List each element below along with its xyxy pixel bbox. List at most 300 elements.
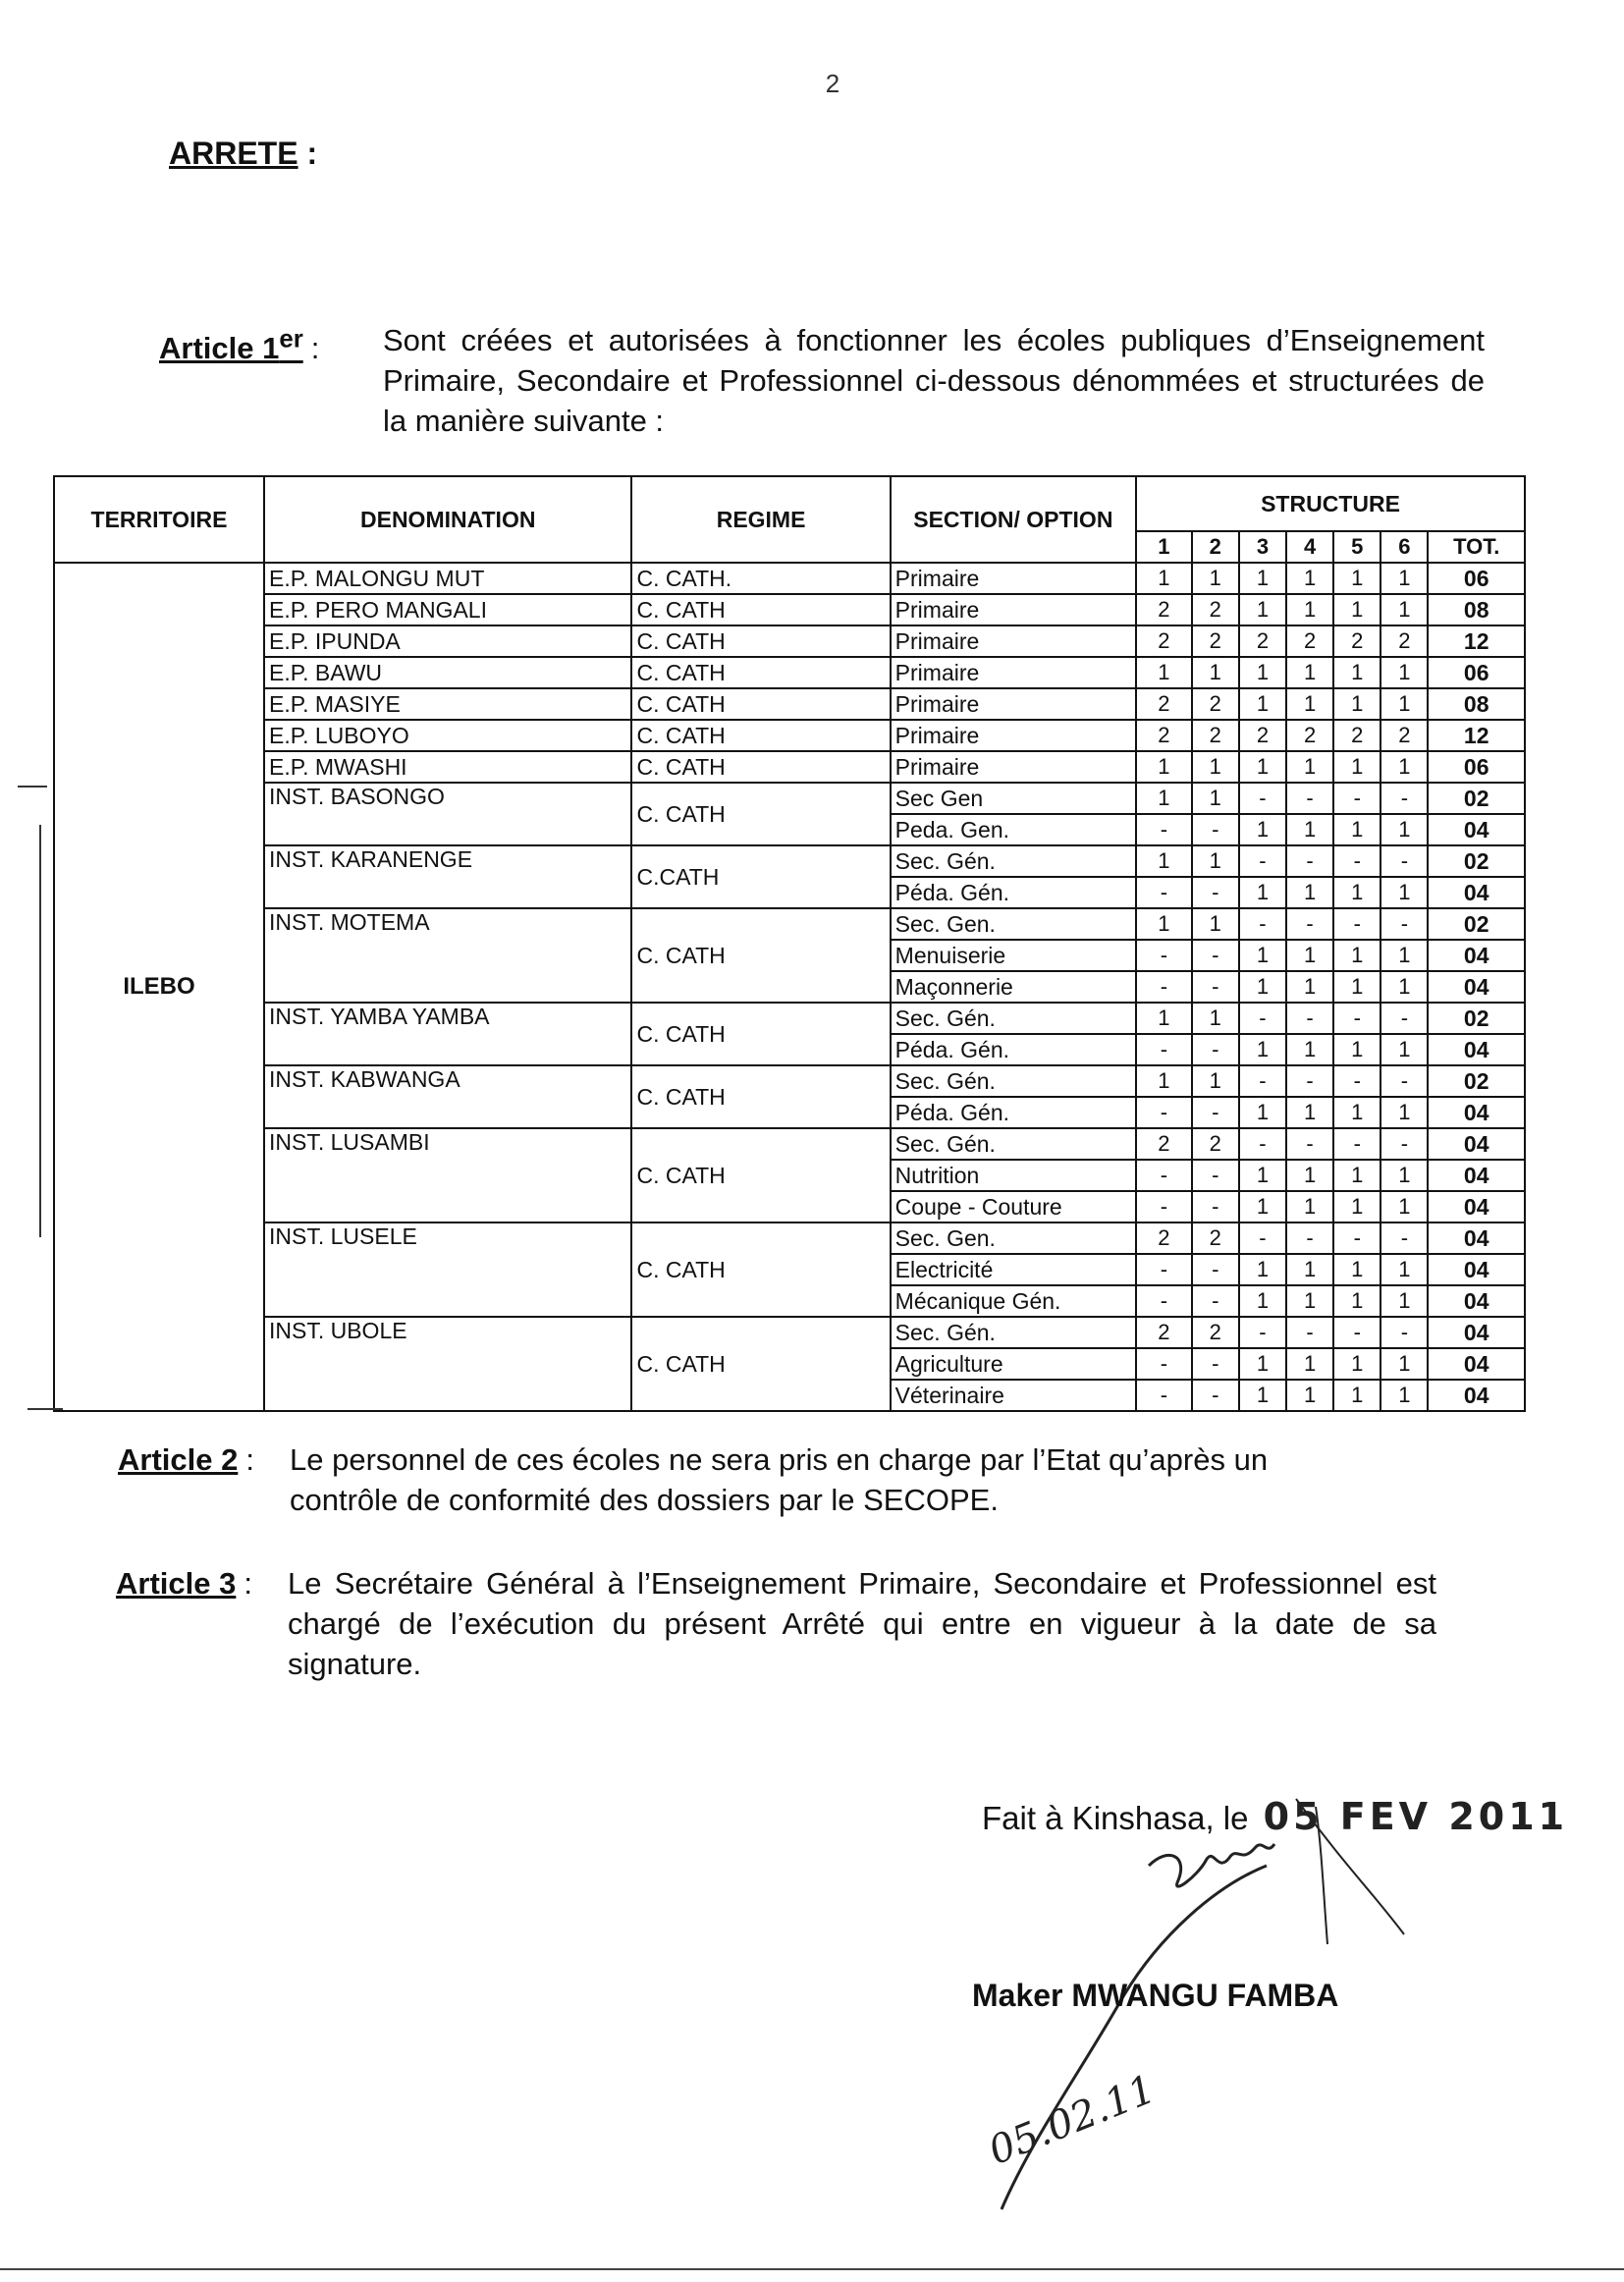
section-option: Mécanique Gén. <box>891 1285 1136 1317</box>
structure-year-4: 1 <box>1286 1285 1333 1317</box>
structure-year-5: - <box>1333 1128 1380 1160</box>
structure-year-1: 2 <box>1136 594 1192 625</box>
structure-year-5: 1 <box>1333 594 1380 625</box>
article-2-label: Article 2 <box>118 1442 239 1477</box>
structure-year-5: 1 <box>1333 1348 1380 1380</box>
structure-year-5: - <box>1333 908 1380 940</box>
school-regime: C. CATH <box>631 1317 890 1411</box>
structure-year-1: 1 <box>1136 751 1192 783</box>
header-regime: REGIME <box>631 476 890 563</box>
structure-year-3: 2 <box>1239 720 1286 751</box>
section-option: Sec. Gén. <box>891 1317 1136 1348</box>
structure-year-4: - <box>1286 1128 1333 1160</box>
school-name: E.P. BAWU <box>264 657 631 688</box>
table-row <box>54 594 1525 625</box>
schools-structure-table <box>53 475 1526 1412</box>
structure-year-3: 1 <box>1239 1191 1286 1222</box>
structure-year-4: 2 <box>1286 625 1333 657</box>
page-number: 2 <box>825 69 840 98</box>
header-denomination: DENOMINATION <box>264 476 631 563</box>
structure-year-1: - <box>1136 1160 1192 1191</box>
structure-year-2: - <box>1192 1380 1239 1411</box>
structure-year-1: 1 <box>1136 1003 1192 1034</box>
structure-year-2: 1 <box>1192 751 1239 783</box>
section-option: Maçonnerie <box>891 971 1136 1003</box>
table-row <box>54 688 1525 720</box>
section-option: Péda. Gén. <box>891 1097 1136 1128</box>
structure-year-2: 2 <box>1192 625 1239 657</box>
structure-year-6: 1 <box>1380 751 1428 783</box>
header-col-5: 5 <box>1333 531 1380 563</box>
school-name: E.P. MWASHI <box>264 751 631 783</box>
structure-total: 02 <box>1428 1065 1525 1097</box>
structure-total: 04 <box>1428 1317 1525 1348</box>
header-col-6: 6 <box>1380 531 1428 563</box>
section-option: Primaire <box>891 594 1136 625</box>
structure-year-3: - <box>1239 1065 1286 1097</box>
schools-table-body <box>54 563 1525 1411</box>
structure-year-1: - <box>1136 1191 1192 1222</box>
school-regime: C. CATH <box>631 908 890 1003</box>
structure-year-1: - <box>1136 877 1192 908</box>
structure-year-1: - <box>1136 1254 1192 1285</box>
structure-total: 04 <box>1428 940 1525 971</box>
structure-year-3: - <box>1239 908 1286 940</box>
structure-year-4: - <box>1286 845 1333 877</box>
structure-year-3: - <box>1239 783 1286 814</box>
header-section-option: SECTION/ OPTION <box>891 476 1136 563</box>
school-name: E.P. LUBOYO <box>264 720 631 751</box>
structure-year-3: 1 <box>1239 877 1286 908</box>
structure-year-2: - <box>1192 1160 1239 1191</box>
header-col-1: 1 <box>1136 531 1192 563</box>
section-option: Sec. Gén. <box>891 1128 1136 1160</box>
school-regime: C. CATH <box>631 688 890 720</box>
section-option: Peda. Gen. <box>891 814 1136 845</box>
article-3-heading <box>116 1563 260 1603</box>
article-3-colon: : <box>244 1566 252 1601</box>
structure-year-2: 1 <box>1192 1065 1239 1097</box>
structure-year-1: 2 <box>1136 1317 1192 1348</box>
structure-year-5: - <box>1333 1317 1380 1348</box>
structure-year-3: - <box>1239 1317 1286 1348</box>
structure-total: 04 <box>1428 1348 1525 1380</box>
structure-year-3: 1 <box>1239 594 1286 625</box>
structure-year-6: 2 <box>1380 720 1428 751</box>
structure-year-6: 2 <box>1380 625 1428 657</box>
structure-year-4: 1 <box>1286 1160 1333 1191</box>
structure-total: 02 <box>1428 908 1525 940</box>
section-option: Primaire <box>891 625 1136 657</box>
structure-total: 04 <box>1428 877 1525 908</box>
table-row <box>54 751 1525 783</box>
structure-year-6: 1 <box>1380 1191 1428 1222</box>
structure-total: 08 <box>1428 688 1525 720</box>
structure-year-6: - <box>1380 908 1428 940</box>
structure-year-2: - <box>1192 1348 1239 1380</box>
structure-year-3: 1 <box>1239 563 1286 594</box>
table-row <box>54 657 1525 688</box>
header-col-2: 2 <box>1192 531 1239 563</box>
structure-year-2: - <box>1192 1254 1239 1285</box>
structure-year-4: - <box>1286 1317 1333 1348</box>
table-row <box>54 1065 1525 1097</box>
school-regime: C. CATH <box>631 1128 890 1222</box>
structure-total: 02 <box>1428 783 1525 814</box>
structure-year-4: - <box>1286 1065 1333 1097</box>
structure-total: 04 <box>1428 1191 1525 1222</box>
header-col-3: 3 <box>1239 531 1286 563</box>
structure-year-5: 1 <box>1333 1380 1380 1411</box>
structure-year-5: 1 <box>1333 1285 1380 1317</box>
structure-year-5: 1 <box>1333 1191 1380 1222</box>
school-regime: C. CATH <box>631 1003 890 1065</box>
structure-year-4: 1 <box>1286 1254 1333 1285</box>
school-regime: C. CATH <box>631 594 890 625</box>
header-territoire: TERRITOIRE <box>54 476 264 563</box>
structure-year-6: 1 <box>1380 971 1428 1003</box>
school-name: E.P. IPUNDA <box>264 625 631 657</box>
structure-year-4: 1 <box>1286 688 1333 720</box>
section-option: Electricité <box>891 1254 1136 1285</box>
section-option: Péda. Gén. <box>891 877 1136 908</box>
signature-mark <box>943 1787 1453 2278</box>
structure-year-5: 1 <box>1333 657 1380 688</box>
section-option: Coupe - Couture <box>891 1191 1136 1222</box>
structure-year-2: - <box>1192 1191 1239 1222</box>
section-option: Sec. Gén. <box>891 1065 1136 1097</box>
structure-year-3: 1 <box>1239 1034 1286 1065</box>
table-row <box>54 1128 1525 1160</box>
table-row <box>54 908 1525 940</box>
structure-year-4: 1 <box>1286 1097 1333 1128</box>
school-regime: C. CATH <box>631 1222 890 1317</box>
structure-year-6: 1 <box>1380 814 1428 845</box>
article-3-label: Article 3 <box>116 1566 237 1601</box>
structure-year-5: - <box>1333 1003 1380 1034</box>
table-row <box>54 1317 1525 1348</box>
signatory-name: Maker MWANGU FAMBA <box>972 1978 1339 2013</box>
structure-year-1: 2 <box>1136 1128 1192 1160</box>
structure-year-6: 1 <box>1380 1254 1428 1285</box>
school-name: E.P. MASIYE <box>264 688 631 720</box>
school-regime: C.CATH <box>631 845 890 908</box>
structure-year-3: 1 <box>1239 657 1286 688</box>
structure-year-4: 1 <box>1286 657 1333 688</box>
structure-year-1: 1 <box>1136 908 1192 940</box>
structure-year-2: 2 <box>1192 594 1239 625</box>
section-option: Sec Gen <box>891 783 1136 814</box>
structure-year-5: 1 <box>1333 1097 1380 1128</box>
section-option: Nutrition <box>891 1160 1136 1191</box>
section-option: Primaire <box>891 751 1136 783</box>
structure-year-5: 1 <box>1333 1254 1380 1285</box>
school-name: INST. UBOLE <box>264 1317 631 1411</box>
article-1-label-text: Article 1 <box>159 331 280 366</box>
structure-year-2: - <box>1192 1097 1239 1128</box>
decree-heading-text: ARRETE <box>169 136 298 171</box>
structure-year-6: - <box>1380 1003 1428 1034</box>
structure-year-6: - <box>1380 1128 1428 1160</box>
structure-year-5: 1 <box>1333 1034 1380 1065</box>
section-option: Menuiserie <box>891 940 1136 971</box>
structure-year-6: - <box>1380 1065 1428 1097</box>
structure-year-5: - <box>1333 783 1380 814</box>
structure-year-2: 2 <box>1192 720 1239 751</box>
structure-year-1: 2 <box>1136 720 1192 751</box>
structure-total: 12 <box>1428 720 1525 751</box>
school-name: INST. YAMBA YAMBA <box>264 1003 631 1065</box>
structure-year-6: 1 <box>1380 1285 1428 1317</box>
structure-year-5: - <box>1333 1065 1380 1097</box>
structure-year-2: 1 <box>1192 563 1239 594</box>
structure-year-4: - <box>1286 1003 1333 1034</box>
school-name: INST. BASONGO <box>264 783 631 845</box>
structure-year-3: - <box>1239 1222 1286 1254</box>
section-option: Sec. Gen. <box>891 1222 1136 1254</box>
margin-mark-top <box>18 786 47 788</box>
school-regime: C. CATH <box>631 751 890 783</box>
structure-year-3: 1 <box>1239 1254 1286 1285</box>
structure-total: 04 <box>1428 971 1525 1003</box>
closing-place: Fait à Kinshasa, le <box>982 1800 1249 1836</box>
structure-year-3: 1 <box>1239 1097 1286 1128</box>
section-option: Sec. Gen. <box>891 908 1136 940</box>
date-stamp: 05 FEV 2011 <box>1263 1795 1569 1838</box>
school-name: INST. KARANENGE <box>264 845 631 908</box>
structure-year-1: - <box>1136 814 1192 845</box>
structure-year-3: 1 <box>1239 971 1286 1003</box>
section-option: Primaire <box>891 563 1136 594</box>
structure-total: 12 <box>1428 625 1525 657</box>
structure-year-5: - <box>1333 1222 1380 1254</box>
structure-year-2: - <box>1192 971 1239 1003</box>
structure-year-2: - <box>1192 1034 1239 1065</box>
structure-year-5: 2 <box>1333 625 1380 657</box>
header-structure: STRUCTURE <box>1136 476 1525 531</box>
territory-cell: ILEBO <box>54 563 264 1411</box>
school-regime: C. CATH <box>631 1065 890 1128</box>
structure-year-5: 1 <box>1333 1160 1380 1191</box>
structure-year-6: 1 <box>1380 1034 1428 1065</box>
structure-year-1: - <box>1136 1285 1192 1317</box>
structure-year-5: - <box>1333 845 1380 877</box>
structure-year-1: 1 <box>1136 657 1192 688</box>
table-row <box>54 625 1525 657</box>
school-name: E.P. PERO MANGALI <box>264 594 631 625</box>
section-option: Primaire <box>891 688 1136 720</box>
structure-year-2: 1 <box>1192 657 1239 688</box>
structure-year-5: 1 <box>1333 751 1380 783</box>
section-option: Agriculture <box>891 1348 1136 1380</box>
structure-year-2: - <box>1192 814 1239 845</box>
structure-year-3: 1 <box>1239 1285 1286 1317</box>
structure-year-4: 1 <box>1286 594 1333 625</box>
school-regime: C. CATH <box>631 720 890 751</box>
structure-total: 04 <box>1428 1034 1525 1065</box>
structure-year-2: 2 <box>1192 1317 1239 1348</box>
structure-year-2: - <box>1192 940 1239 971</box>
structure-year-4: 1 <box>1286 1348 1333 1380</box>
table-row <box>54 720 1525 751</box>
structure-year-6: 1 <box>1380 657 1428 688</box>
article-1-heading <box>159 320 327 368</box>
structure-year-1: 1 <box>1136 563 1192 594</box>
decree-heading-colon: : <box>298 136 318 171</box>
structure-total: 04 <box>1428 1380 1525 1411</box>
structure-year-2: 1 <box>1192 1003 1239 1034</box>
table-row <box>54 1222 1525 1254</box>
structure-year-5: 1 <box>1333 940 1380 971</box>
structure-year-1: - <box>1136 1348 1192 1380</box>
school-regime: C. CATH <box>631 657 890 688</box>
structure-year-3: - <box>1239 1128 1286 1160</box>
article-2-body: Le personnel de ces écoles ne sera pris en charge par l’Etat qu’après un contrôle de conformité des dossiers par le SECOPE. <box>290 1442 1269 1517</box>
school-regime: C. CATH. <box>631 563 890 594</box>
structure-year-6: 1 <box>1380 940 1428 971</box>
structure-year-1: - <box>1136 940 1192 971</box>
margin-mark-bottom <box>27 1408 63 1410</box>
structure-year-2: 1 <box>1192 845 1239 877</box>
structure-year-6: 1 <box>1380 1380 1428 1411</box>
structure-year-3: - <box>1239 1003 1286 1034</box>
article-1-label-sup: er <box>279 326 303 353</box>
article-1-label <box>159 326 303 366</box>
structure-total: 02 <box>1428 845 1525 877</box>
structure-year-2: - <box>1192 1285 1239 1317</box>
structure-year-4: 1 <box>1286 877 1333 908</box>
decree-heading <box>169 136 317 172</box>
structure-total: 04 <box>1428 1254 1525 1285</box>
structure-year-2: 2 <box>1192 1128 1239 1160</box>
structure-total: 06 <box>1428 657 1525 688</box>
article-2-colon: : <box>245 1442 254 1477</box>
structure-year-6: - <box>1380 1222 1428 1254</box>
article-1-body: Sont créées et autorisées à fonctionner les écoles publiques d’Enseignement Primaire, Secondaire et Professionnel ci-dessous dénommées et structurées de la manière suivante : <box>383 323 1485 438</box>
structure-total: 08 <box>1428 594 1525 625</box>
section-option: Sec. Gén. <box>891 845 1136 877</box>
structure-year-1: 2 <box>1136 688 1192 720</box>
structure-total: 04 <box>1428 814 1525 845</box>
structure-year-2: 2 <box>1192 1222 1239 1254</box>
structure-total: 04 <box>1428 1097 1525 1128</box>
structure-total: 04 <box>1428 1285 1525 1317</box>
structure-total: 04 <box>1428 1222 1525 1254</box>
structure-year-6: 1 <box>1380 563 1428 594</box>
structure-year-4: 1 <box>1286 1191 1333 1222</box>
structure-year-2: 1 <box>1192 783 1239 814</box>
structure-year-2: - <box>1192 877 1239 908</box>
handwritten-date: 05.02.11 <box>982 2066 1163 2174</box>
structure-year-3: 1 <box>1239 940 1286 971</box>
table-row <box>54 845 1525 877</box>
structure-year-1: 1 <box>1136 783 1192 814</box>
section-option: Primaire <box>891 720 1136 751</box>
structure-year-2: 1 <box>1192 908 1239 940</box>
structure-year-4: - <box>1286 783 1333 814</box>
section-option: Primaire <box>891 657 1136 688</box>
structure-total: 04 <box>1428 1128 1525 1160</box>
structure-year-2: 2 <box>1192 688 1239 720</box>
structure-year-5: 1 <box>1333 563 1380 594</box>
structure-year-6: - <box>1380 1317 1428 1348</box>
structure-year-1: - <box>1136 971 1192 1003</box>
article-1-colon: : <box>310 331 320 366</box>
structure-year-4: 1 <box>1286 1034 1333 1065</box>
structure-year-6: 1 <box>1380 1348 1428 1380</box>
structure-year-1: - <box>1136 1380 1192 1411</box>
structure-year-6: 1 <box>1380 877 1428 908</box>
structure-year-4: 1 <box>1286 563 1333 594</box>
structure-year-3: - <box>1239 845 1286 877</box>
school-name: INST. KABWANGA <box>264 1065 631 1128</box>
structure-year-1: 1 <box>1136 845 1192 877</box>
structure-year-6: - <box>1380 845 1428 877</box>
structure-year-5: 1 <box>1333 814 1380 845</box>
structure-year-4: 1 <box>1286 940 1333 971</box>
structure-year-4: 1 <box>1286 971 1333 1003</box>
school-name: INST. MOTEMA <box>264 908 631 1003</box>
structure-year-1: 1 <box>1136 1065 1192 1097</box>
structure-year-1: 2 <box>1136 625 1192 657</box>
structure-year-4: 1 <box>1286 1380 1333 1411</box>
structure-year-3: 2 <box>1239 625 1286 657</box>
margin-mark-vertical <box>39 825 41 1237</box>
school-regime: C. CATH <box>631 783 890 845</box>
table-row <box>54 563 1525 594</box>
structure-year-6: 1 <box>1380 594 1428 625</box>
structure-year-6: 1 <box>1380 1097 1428 1128</box>
structure-year-1: 2 <box>1136 1222 1192 1254</box>
structure-year-5: 1 <box>1333 877 1380 908</box>
structure-year-3: 1 <box>1239 1160 1286 1191</box>
structure-year-4: 2 <box>1286 720 1333 751</box>
structure-year-5: 1 <box>1333 688 1380 720</box>
structure-total: 02 <box>1428 1003 1525 1034</box>
structure-year-4: - <box>1286 908 1333 940</box>
structure-year-3: 1 <box>1239 751 1286 783</box>
structure-year-1: - <box>1136 1097 1192 1128</box>
structure-year-3: 1 <box>1239 1348 1286 1380</box>
school-name: INST. LUSAMBI <box>264 1128 631 1222</box>
structure-total: 06 <box>1428 563 1525 594</box>
structure-year-3: 1 <box>1239 688 1286 720</box>
structure-year-3: 1 <box>1239 1380 1286 1411</box>
header-col-tot: TOT. <box>1428 531 1525 563</box>
header-col-4: 4 <box>1286 531 1333 563</box>
bottom-rule <box>0 2268 1624 2270</box>
section-option: Véterinaire <box>891 1380 1136 1411</box>
structure-total: 04 <box>1428 1160 1525 1191</box>
section-option: Péda. Gén. <box>891 1034 1136 1065</box>
structure-year-3: 1 <box>1239 814 1286 845</box>
school-regime: C. CATH <box>631 625 890 657</box>
structure-total: 06 <box>1428 751 1525 783</box>
article-3-body: Le Secrétaire Général à l’Enseignement Primaire, Secondaire et Professionnel est chargé de l’exécution du présent Arrêté qui entre en vigueur à la date de sa signature. <box>288 1566 1436 1681</box>
table-row <box>54 1003 1525 1034</box>
school-name: INST. LUSELE <box>264 1222 631 1317</box>
table-row <box>54 783 1525 814</box>
school-name: E.P. MALONGU MUT <box>264 563 631 594</box>
structure-year-6: 1 <box>1380 1160 1428 1191</box>
structure-year-6: - <box>1380 783 1428 814</box>
structure-year-6: 1 <box>1380 688 1428 720</box>
article-2-heading <box>118 1440 262 1480</box>
structure-year-1: - <box>1136 1034 1192 1065</box>
structure-year-5: 1 <box>1333 971 1380 1003</box>
structure-year-4: - <box>1286 1222 1333 1254</box>
structure-year-5: 2 <box>1333 720 1380 751</box>
